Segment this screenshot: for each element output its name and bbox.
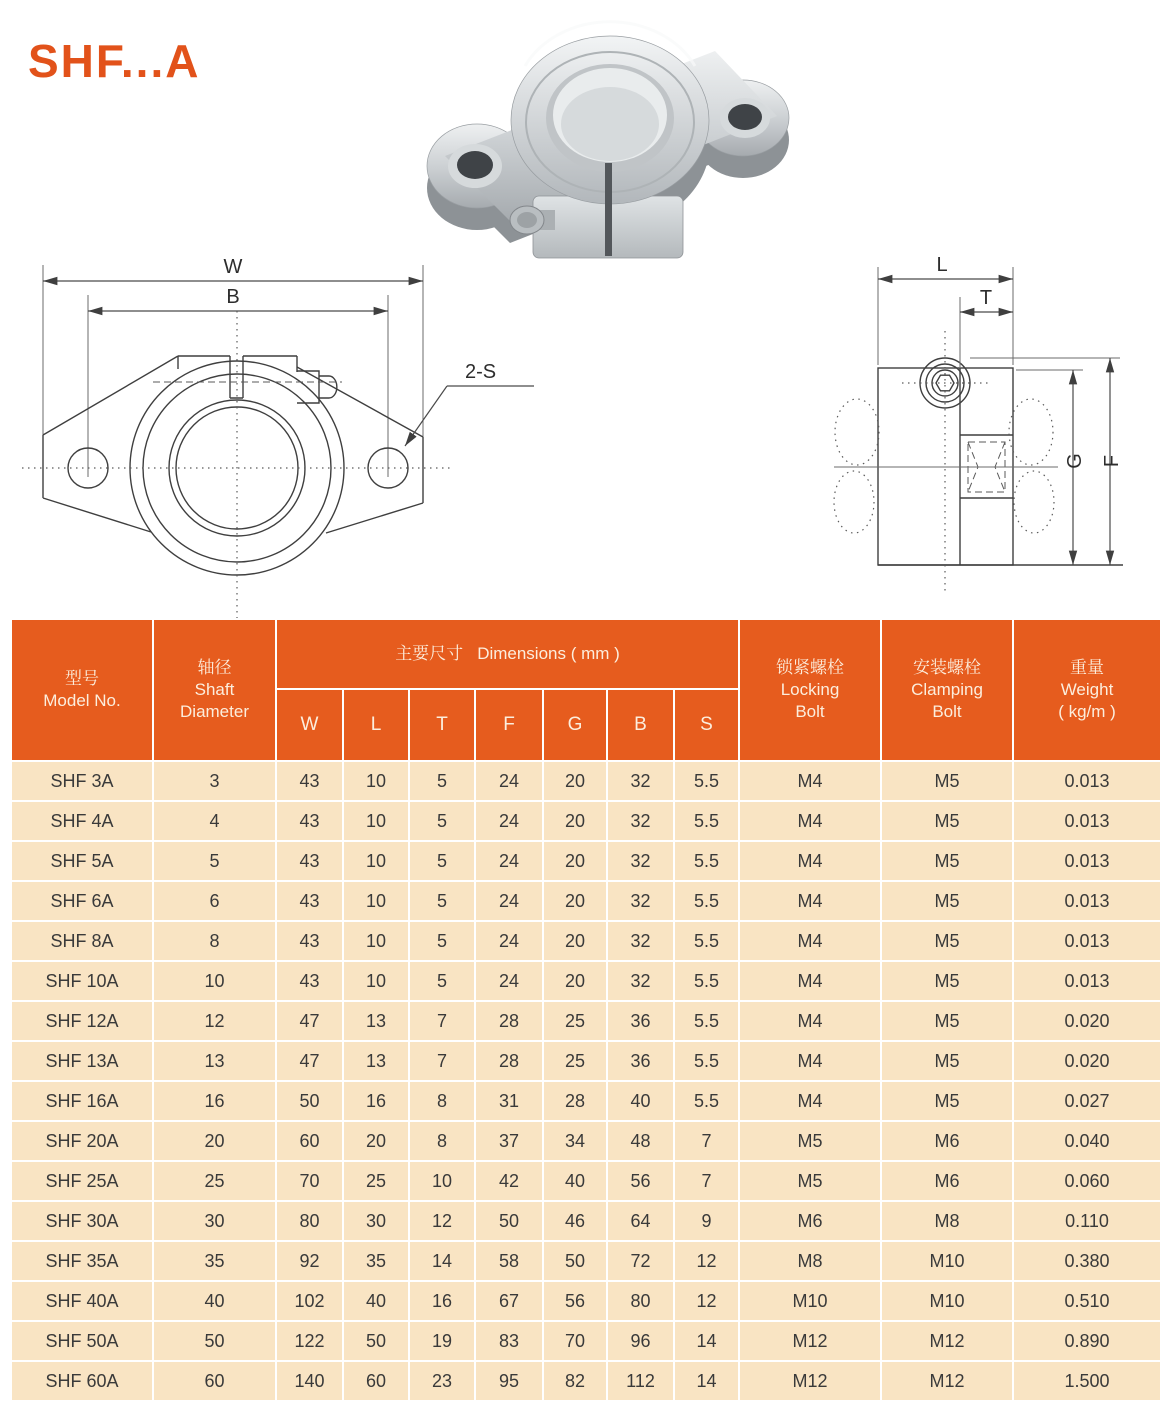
value-cell: 34 xyxy=(543,1121,607,1161)
value-cell: 8 xyxy=(153,921,276,961)
value-cell: 12 xyxy=(153,1001,276,1041)
col-header-f: F xyxy=(475,689,543,761)
table-row xyxy=(11,881,1160,921)
product-photo xyxy=(415,8,800,268)
value-cell: 5.5 xyxy=(674,1081,739,1121)
value-cell: 24 xyxy=(475,961,543,1001)
value-cell: 25 xyxy=(153,1161,276,1201)
value-cell: 42 xyxy=(475,1161,543,1201)
value-cell: 3 xyxy=(153,761,276,801)
value-cell: 5.5 xyxy=(674,1001,739,1041)
value-cell: 28 xyxy=(475,1001,543,1041)
value-cell: 35 xyxy=(153,1241,276,1281)
value-cell: 14 xyxy=(674,1361,739,1401)
value-cell: 40 xyxy=(343,1281,409,1321)
value-cell: 25 xyxy=(543,1001,607,1041)
photo-clamp-bolt xyxy=(510,206,555,234)
value-cell: 0.020 xyxy=(1013,1001,1160,1041)
model-cell: SHF 60A xyxy=(11,1361,153,1401)
value-cell: M5 xyxy=(881,1001,1013,1041)
header-line: 轴径 xyxy=(197,657,232,677)
value-cell: 47 xyxy=(276,1041,343,1081)
value-cell: 20 xyxy=(543,921,607,961)
value-cell: M5 xyxy=(881,881,1013,921)
value-cell: 43 xyxy=(276,841,343,881)
value-cell: 50 xyxy=(153,1321,276,1361)
model-cell: SHF 12A xyxy=(11,1001,153,1041)
value-cell: 25 xyxy=(543,1041,607,1081)
value-cell: 5.5 xyxy=(674,961,739,1001)
value-cell: M10 xyxy=(881,1281,1013,1321)
page-title: SHF...A xyxy=(28,35,201,87)
side-part-outline xyxy=(878,358,1123,565)
value-cell: M12 xyxy=(881,1321,1013,1361)
header-line: Locking xyxy=(780,679,840,699)
value-cell: M4 xyxy=(739,1041,881,1081)
dim-label-2s: 2-S xyxy=(465,361,497,383)
value-cell: 82 xyxy=(543,1361,607,1401)
value-cell: 24 xyxy=(475,761,543,801)
front-dimension-w xyxy=(43,256,423,281)
table-row xyxy=(11,1041,1160,1081)
value-cell: 32 xyxy=(607,841,674,881)
col-header-shaft-diameter xyxy=(153,619,276,761)
value-cell: 23 xyxy=(409,1361,475,1401)
model-cell: SHF 5A xyxy=(11,841,153,881)
value-cell: M8 xyxy=(739,1241,881,1281)
table-row xyxy=(11,961,1160,1001)
value-cell: 5 xyxy=(409,801,475,841)
value-cell: 28 xyxy=(543,1081,607,1121)
value-cell: 43 xyxy=(276,761,343,801)
front-view-drawing xyxy=(10,245,540,640)
value-cell: 24 xyxy=(475,841,543,881)
value-cell: 37 xyxy=(475,1121,543,1161)
value-cell: 32 xyxy=(607,961,674,1001)
value-cell: 20 xyxy=(153,1121,276,1161)
model-cell: SHF 3A xyxy=(11,761,153,801)
value-cell: 8 xyxy=(409,1081,475,1121)
value-cell: 25 xyxy=(343,1161,409,1201)
value-cell: M4 xyxy=(739,1001,881,1041)
value-cell: 1.500 xyxy=(1013,1361,1160,1401)
value-cell: 7 xyxy=(674,1121,739,1161)
dim-label-g: G xyxy=(1064,453,1086,469)
value-cell: M5 xyxy=(739,1161,881,1201)
table-row xyxy=(11,1081,1160,1121)
value-cell: 10 xyxy=(343,761,409,801)
model-cell: SHF 35A xyxy=(11,1241,153,1281)
col-header-b: B xyxy=(607,689,674,761)
value-cell: 112 xyxy=(607,1361,674,1401)
model-cell: SHF 6A xyxy=(11,881,153,921)
value-cell: 5.5 xyxy=(674,761,739,801)
value-cell: 20 xyxy=(543,761,607,801)
value-cell: 50 xyxy=(276,1081,343,1121)
value-cell: 0.890 xyxy=(1013,1321,1160,1361)
table-row xyxy=(11,921,1160,961)
col-header-s: S xyxy=(674,689,739,761)
value-cell: 24 xyxy=(475,921,543,961)
value-cell: 8 xyxy=(409,1121,475,1161)
value-cell: 5.5 xyxy=(674,921,739,961)
value-cell: 28 xyxy=(475,1041,543,1081)
dim-label-l: L xyxy=(936,254,948,276)
side-view-drawing xyxy=(820,245,1160,605)
table-row xyxy=(11,1161,1160,1201)
col-header-l: L xyxy=(343,689,409,761)
col-header-t: T xyxy=(409,689,475,761)
value-cell: M5 xyxy=(881,921,1013,961)
value-cell: 5 xyxy=(409,921,475,961)
header-line: ( kg/m ) xyxy=(1058,702,1116,722)
model-cell: SHF 40A xyxy=(11,1281,153,1321)
value-cell: 10 xyxy=(343,841,409,881)
value-cell: 50 xyxy=(343,1321,409,1361)
value-cell: 0.040 xyxy=(1013,1121,1160,1161)
value-cell: 10 xyxy=(153,961,276,1001)
value-cell: 14 xyxy=(674,1321,739,1361)
value-cell: 13 xyxy=(343,1041,409,1081)
value-cell: 83 xyxy=(475,1321,543,1361)
front-hole-callout xyxy=(405,361,534,446)
value-cell: 70 xyxy=(276,1161,343,1201)
col-header-model xyxy=(11,619,153,761)
value-cell: M5 xyxy=(881,1081,1013,1121)
value-cell: 19 xyxy=(409,1321,475,1361)
value-cell: 43 xyxy=(276,921,343,961)
value-cell: 40 xyxy=(153,1281,276,1321)
value-cell: 12 xyxy=(409,1201,475,1241)
header-line: 安装螺栓 xyxy=(913,657,981,677)
col-header-g: G xyxy=(543,689,607,761)
value-cell: 60 xyxy=(343,1361,409,1401)
value-cell: 0.013 xyxy=(1013,801,1160,841)
value-cell: 5 xyxy=(409,961,475,1001)
value-cell: 20 xyxy=(543,881,607,921)
model-cell: SHF 25A xyxy=(11,1161,153,1201)
table-row xyxy=(11,1281,1160,1321)
value-cell: 64 xyxy=(607,1201,674,1241)
value-cell: 92 xyxy=(276,1241,343,1281)
header-line: Shaft xyxy=(194,679,235,699)
value-cell: 43 xyxy=(276,801,343,841)
value-cell: 10 xyxy=(343,801,409,841)
value-cell: 43 xyxy=(276,961,343,1001)
col-header-w: W xyxy=(276,689,343,761)
value-cell: 40 xyxy=(607,1081,674,1121)
dim-label-f: F xyxy=(1101,454,1123,468)
value-cell: 0.060 xyxy=(1013,1161,1160,1201)
table-row xyxy=(11,1241,1160,1281)
header-line: 锁紧螺栓 xyxy=(776,657,844,677)
table-row xyxy=(11,761,1160,801)
value-cell: 20 xyxy=(543,841,607,881)
header-line: Bolt xyxy=(795,702,825,722)
value-cell: 24 xyxy=(475,881,543,921)
value-cell: 60 xyxy=(153,1361,276,1401)
value-cell: 7 xyxy=(409,1001,475,1041)
value-cell: 35 xyxy=(343,1241,409,1281)
value-cell: M12 xyxy=(739,1361,881,1401)
value-cell: 67 xyxy=(475,1281,543,1321)
header-line: Bolt xyxy=(932,702,962,722)
value-cell: 5.5 xyxy=(674,801,739,841)
value-cell: 20 xyxy=(543,801,607,841)
value-cell: 56 xyxy=(543,1281,607,1321)
value-cell: 6 xyxy=(153,881,276,921)
value-cell: 16 xyxy=(409,1281,475,1321)
value-cell: 0.510 xyxy=(1013,1281,1160,1321)
value-cell: 12 xyxy=(674,1241,739,1281)
model-cell: SHF 50A xyxy=(11,1321,153,1361)
value-cell: M10 xyxy=(881,1241,1013,1281)
value-cell: 7 xyxy=(409,1041,475,1081)
table-row xyxy=(11,1361,1160,1401)
value-cell: M12 xyxy=(739,1321,881,1361)
value-cell: 47 xyxy=(276,1001,343,1041)
value-cell: M12 xyxy=(881,1361,1013,1401)
side-phantom-lobes xyxy=(834,399,1054,533)
value-cell: 80 xyxy=(276,1201,343,1241)
dim-label-w: W xyxy=(223,256,243,278)
header-line: Diameter xyxy=(180,702,249,722)
value-cell: 50 xyxy=(475,1201,543,1241)
front-dimension-b xyxy=(88,286,388,311)
table-row xyxy=(11,1001,1160,1041)
value-cell: 48 xyxy=(607,1121,674,1161)
table-row xyxy=(11,1321,1160,1361)
value-cell: 31 xyxy=(475,1081,543,1121)
value-cell: 9 xyxy=(674,1201,739,1241)
table-row xyxy=(11,801,1160,841)
value-cell: 0.013 xyxy=(1013,921,1160,961)
table-row xyxy=(11,1201,1160,1241)
value-cell: 13 xyxy=(153,1041,276,1081)
value-cell: M4 xyxy=(739,881,881,921)
value-cell: M8 xyxy=(881,1201,1013,1241)
value-cell: M4 xyxy=(739,761,881,801)
value-cell: 30 xyxy=(343,1201,409,1241)
value-cell: 58 xyxy=(475,1241,543,1281)
value-cell: 4 xyxy=(153,801,276,841)
header-line: Weight xyxy=(1060,679,1114,699)
col-header-dimensions-group xyxy=(276,619,739,689)
value-cell: M5 xyxy=(881,761,1013,801)
value-cell: 72 xyxy=(607,1241,674,1281)
value-cell: M5 xyxy=(881,961,1013,1001)
model-cell: SHF 8A xyxy=(11,921,153,961)
value-cell: 32 xyxy=(607,761,674,801)
side-dimension-t xyxy=(960,287,1013,367)
dim-label-t: T xyxy=(979,287,993,309)
value-cell: 14 xyxy=(409,1241,475,1281)
value-cell: 0.020 xyxy=(1013,1041,1160,1081)
value-cell: 122 xyxy=(276,1321,343,1361)
value-cell: 32 xyxy=(607,801,674,841)
model-cell: SHF 10A xyxy=(11,961,153,1001)
value-cell: 10 xyxy=(343,961,409,1001)
value-cell: 70 xyxy=(543,1321,607,1361)
header-line: 型号 xyxy=(65,668,99,688)
value-cell: 20 xyxy=(343,1121,409,1161)
value-cell: 5 xyxy=(409,761,475,801)
value-cell: 5.5 xyxy=(674,881,739,921)
value-cell: 36 xyxy=(607,1041,674,1081)
value-cell: 36 xyxy=(607,1001,674,1041)
value-cell: M4 xyxy=(739,801,881,841)
header-line: Model No. xyxy=(43,691,121,710)
value-cell: 5.5 xyxy=(674,841,739,881)
value-cell: 5 xyxy=(409,881,475,921)
value-cell: 80 xyxy=(607,1281,674,1321)
value-cell: 12 xyxy=(674,1281,739,1321)
value-cell: 13 xyxy=(343,1001,409,1041)
front-part-outline xyxy=(43,356,423,575)
value-cell: 10 xyxy=(409,1161,475,1201)
value-cell: 20 xyxy=(543,961,607,1001)
header-line: Clamping xyxy=(911,679,983,699)
value-cell: M4 xyxy=(739,921,881,961)
header-line: 重量 xyxy=(1070,657,1104,677)
value-cell: 30 xyxy=(153,1201,276,1241)
side-dimension-l xyxy=(878,254,1013,365)
value-cell: 0.027 xyxy=(1013,1081,1160,1121)
table-row xyxy=(11,1121,1160,1161)
table-row xyxy=(11,841,1160,881)
model-cell: SHF 4A xyxy=(11,801,153,841)
value-cell: 0.013 xyxy=(1013,881,1160,921)
table-header xyxy=(11,619,1160,761)
value-cell: 5.5 xyxy=(674,1041,739,1081)
value-cell: M6 xyxy=(881,1161,1013,1201)
value-cell: M4 xyxy=(739,961,881,1001)
value-cell: 95 xyxy=(475,1361,543,1401)
value-cell: 16 xyxy=(343,1081,409,1121)
value-cell: 102 xyxy=(276,1281,343,1321)
value-cell: 16 xyxy=(153,1081,276,1121)
value-cell: 32 xyxy=(607,881,674,921)
value-cell: M4 xyxy=(739,1081,881,1121)
model-cell: SHF 16A xyxy=(11,1081,153,1121)
value-cell: 96 xyxy=(607,1321,674,1361)
model-cell: SHF 13A xyxy=(11,1041,153,1081)
table-body xyxy=(11,761,1160,1401)
value-cell: 5 xyxy=(153,841,276,881)
value-cell: 0.380 xyxy=(1013,1241,1160,1281)
value-cell: 43 xyxy=(276,881,343,921)
value-cell: 10 xyxy=(343,921,409,961)
col-header-weight xyxy=(1013,619,1160,761)
model-cell: SHF 30A xyxy=(11,1201,153,1241)
value-cell: 56 xyxy=(607,1161,674,1201)
value-cell: 24 xyxy=(475,801,543,841)
value-cell: 10 xyxy=(343,881,409,921)
value-cell: M5 xyxy=(881,1041,1013,1081)
value-cell: 140 xyxy=(276,1361,343,1401)
value-cell: 40 xyxy=(543,1161,607,1201)
value-cell: 5 xyxy=(409,841,475,881)
value-cell: 60 xyxy=(276,1121,343,1161)
value-cell: M4 xyxy=(739,841,881,881)
value-cell: 7 xyxy=(674,1161,739,1201)
photo-split-slot xyxy=(605,163,612,256)
side-dimension-f xyxy=(970,358,1123,565)
value-cell: 0.110 xyxy=(1013,1201,1160,1241)
value-cell: M6 xyxy=(881,1121,1013,1161)
header-dimensions-en: Dimensions ( mm ) xyxy=(477,643,620,663)
value-cell: 50 xyxy=(543,1241,607,1281)
header-dimensions-zh: 主要尺寸 xyxy=(395,643,464,663)
col-header-locking-bolt xyxy=(739,619,881,761)
value-cell: M6 xyxy=(739,1201,881,1241)
value-cell: M5 xyxy=(881,841,1013,881)
dim-label-b: B xyxy=(226,286,240,308)
value-cell: 0.013 xyxy=(1013,761,1160,801)
value-cell: 0.013 xyxy=(1013,841,1160,881)
col-header-clamping-bolt xyxy=(881,619,1013,761)
value-cell: M5 xyxy=(739,1121,881,1161)
value-cell: 46 xyxy=(543,1201,607,1241)
value-cell: M10 xyxy=(739,1281,881,1321)
value-cell: 0.013 xyxy=(1013,961,1160,1001)
model-cell: SHF 20A xyxy=(11,1121,153,1161)
spec-table xyxy=(10,618,1160,1402)
value-cell: M5 xyxy=(881,801,1013,841)
value-cell: 32 xyxy=(607,921,674,961)
